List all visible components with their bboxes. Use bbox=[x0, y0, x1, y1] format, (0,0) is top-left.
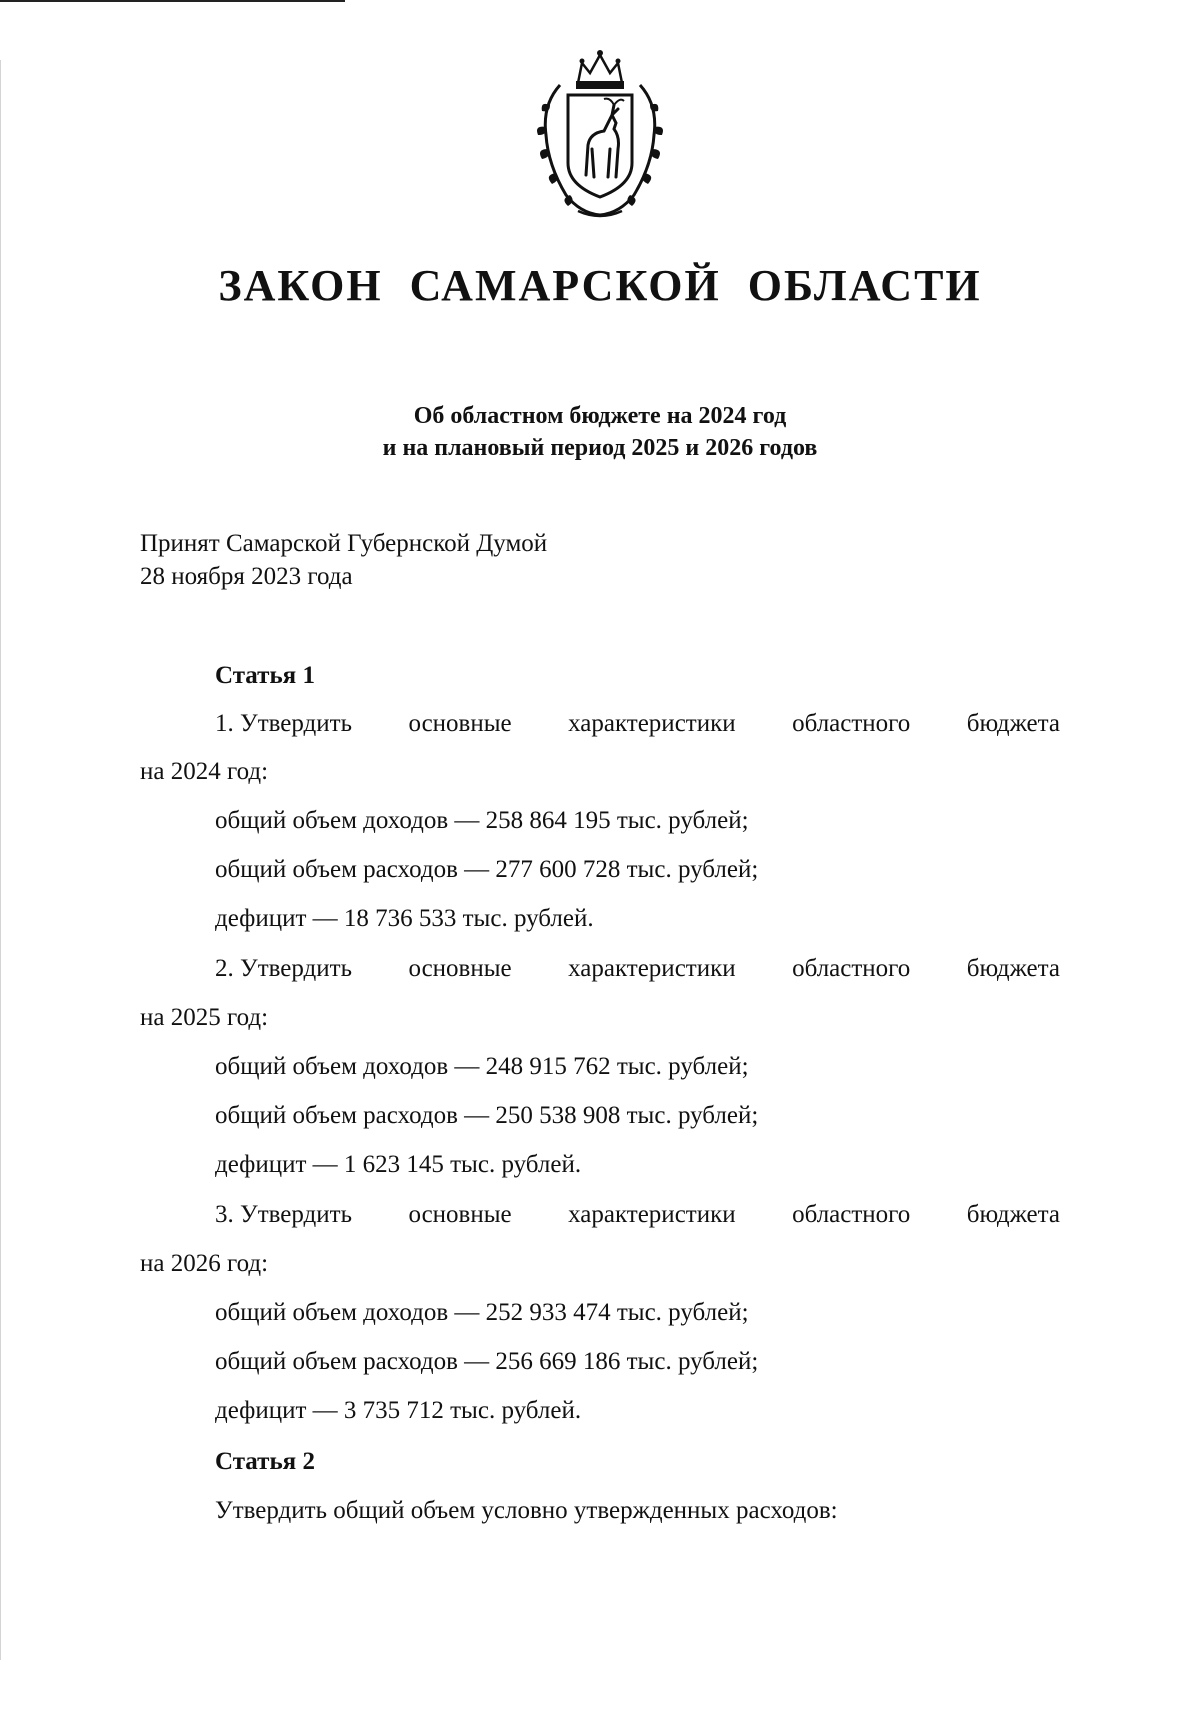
item-3-word: областного bbox=[792, 1201, 911, 1228]
item-1-expenses: общий объем расходов — 277 600 728 тыс. рублей; bbox=[215, 856, 759, 883]
item-3-revenue: общий объем доходов — 252 933 474 тыс. рублей; bbox=[215, 1299, 749, 1326]
item-2-expenses: общий объем расходов — 250 538 908 тыс. рублей; bbox=[215, 1102, 759, 1129]
item-2-deficit: дефицит — 1 623 145 тыс. рублей. bbox=[215, 1151, 582, 1178]
article-2-heading: Статья 2 bbox=[215, 1448, 315, 1475]
item-2-word: областного bbox=[792, 955, 911, 982]
item-3-continuation: на 2026 год: bbox=[140, 1250, 269, 1277]
item-3-word: бюджета bbox=[966, 1201, 1060, 1228]
item-2-word: бюджета bbox=[966, 955, 1060, 982]
item-1-deficit: дефицит — 18 736 533 тыс. рублей. bbox=[215, 905, 594, 932]
item-2-revenue: общий объем доходов — 248 915 762 тыс. рублей; bbox=[215, 1053, 749, 1080]
coat-of-arms-icon bbox=[520, 45, 680, 223]
item-2-first-line bbox=[215, 953, 1060, 985]
scan-artifact-line bbox=[0, 0, 345, 2]
adoption-line-1: Принят Самарской Губернской Думой bbox=[140, 530, 548, 557]
item-3-word: 3. Утвердить bbox=[215, 1201, 352, 1228]
item-1-word: основные bbox=[408, 710, 512, 737]
law-subtitle-line-1: Об областном бюджете на 2024 год bbox=[413, 403, 787, 429]
item-2-word: основные bbox=[408, 955, 512, 982]
item-1-word: областного bbox=[792, 710, 911, 737]
item-1-first-line bbox=[215, 708, 1060, 740]
item-3-first-line bbox=[215, 1199, 1060, 1231]
adoption-date: 28 ноября 2023 года bbox=[140, 563, 353, 590]
item-1-revenue: общий объем доходов — 258 864 195 тыс. рублей; bbox=[215, 807, 749, 834]
item-2-word: 2. Утвердить bbox=[215, 955, 352, 982]
item-1-word: бюджета bbox=[966, 710, 1060, 737]
item-2-continuation: на 2025 год: bbox=[140, 1004, 269, 1031]
item-1-word: 1. Утвердить bbox=[215, 710, 352, 737]
item-3-word: основные bbox=[408, 1201, 512, 1228]
item-3-deficit: дефицит — 3 735 712 тыс. рублей. bbox=[215, 1397, 582, 1424]
item-1-continuation: на 2024 год: bbox=[140, 758, 269, 785]
item-3-word: характеристики bbox=[568, 1201, 736, 1228]
item-2-word: характеристики bbox=[568, 955, 736, 982]
law-title: ЗАКОН САМАРСКОЙ ОБЛАСТИ bbox=[218, 261, 982, 310]
item-1-word: характеристики bbox=[568, 710, 736, 737]
item-3-expenses: общий объем расходов — 256 669 186 тыс. рублей; bbox=[215, 1348, 759, 1375]
article-1-heading: Статья 1 bbox=[215, 662, 315, 689]
law-subtitle-line-2: и на плановый период 2025 и 2026 годов bbox=[382, 435, 818, 461]
article-2-text: Утвердить общий объем условно утвержденных расходов: bbox=[215, 1497, 838, 1524]
